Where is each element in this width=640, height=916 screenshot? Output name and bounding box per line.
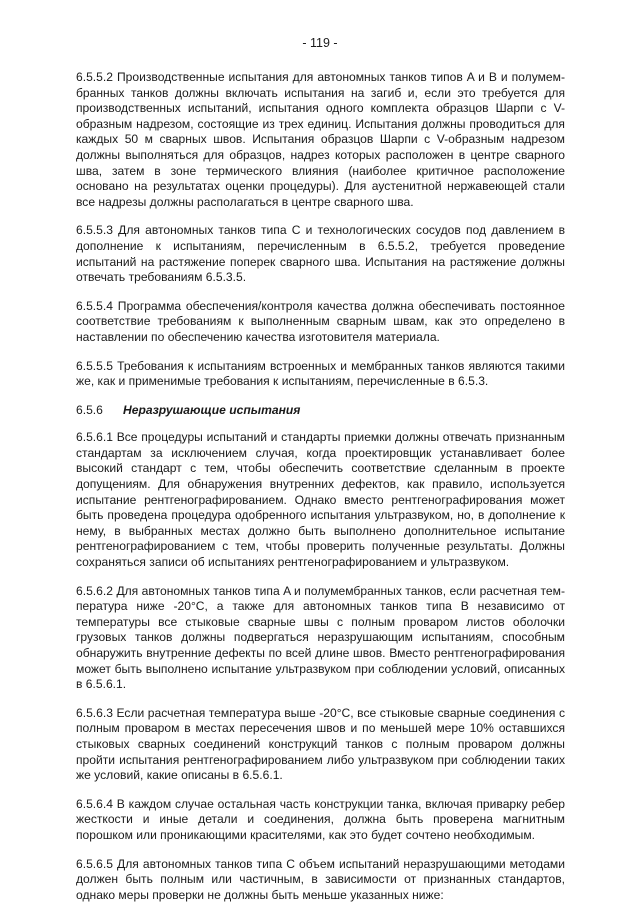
paragraph-6-5-6-2: 6.5.6.2 Для автономных танков типа A и полумембранных танков, если расчетная температура ниже -20°C, а также для автономных танков типа B независимо от температуры все стыковые сварные швы с полным проваром листов оболочки грузовых танков должны подвергаться неразрушающим испытаниям, способным обнаружить внутренние дефекты по всей длине швов. Вместо рентгенографирования может быть выполнено испытание ультразвуком при соблюдении условий, описанных в 6.5.6.1.: [76, 583, 565, 692]
paragraph-6-5-6-4: 6.5.6.4 В каждом случае остальная часть конструкции танка, включая приварку ребер жесткости и иные детали и соединения, должна быть проверена магнитным порошком или проникающими красителями, как это будет сочтено необходимым.: [76, 796, 565, 842]
paragraph-6-5-5-4: 6.5.5.4 Программа обеспечения/контроля качества должна обеспечивать постоянное соответствие требованиям к выполненным сварным швам, как это определено в наставлении по обеспечению качества изготовителя материала.: [76, 298, 565, 344]
section-heading: [76, 403, 565, 419]
section-number: 6.5.6: [76, 402, 103, 417]
paragraph-6-5-6-3: 6.5.6.3 Если расчетная температура выше -20°C, все стыковые сварные соединения с полным проваром в местах пересечения швов и по меньшей мере 10% оставшихся стыковых сварных соединений конструкций танков с полным проваром должны пройти испытания рентгенографированием либо ультразвуком при соблюдении таких же условий, какие описаны в 6.5.6.1.: [76, 705, 565, 783]
page-number: - 119 -: [302, 36, 338, 50]
paragraph-6-5-6-1: 6.5.6.1 Все процедуры испытаний и стандарты приемки должны отвечать признанным стандартам за исключением случая, когда проектировщик устанавливает более высокий стандарт с тем, чтобы обеспечить соответствие сделанным в проекте допущениям. Для обнаружения внутренних дефектов, как правило, используется испытание рентгенографированием. Однако вместо рентгенографирования может быть проведена процедура одобренного испытания ультразвуком, но, в дополнение к нему, в выбранных местах должно быть выполнено дополнительное испытание рентгенографированием с тем, чтобы проверить полученные результаты. Должны сохраняться записи об испытаниях рентгенографированием и ультразвуком.: [76, 430, 565, 570]
paragraph-6-5-5-2: 6.5.5.2 Производственные испытания для автономных танков типов A и B и полумембранных танков должны включать испытания на загиб и, если это требуется для производственных испытаний, испытания одного комплекта образцов Шарпи с V-образным надрезом, состоящие из трех единиц. Испытания должны проводиться для каждых 50 м сварных швов. Испытания образцов Шарпи с V-образным надрезом должны выполняться для образцов, надрез которых расположен в центре сварного шва, затем в зоне термического влияния (наиболее критичное расположение основано на результатах оценки процедуры). Для аустенитной нержавеющей стали все надрезы должны располагаться в центре сварного шва.: [76, 70, 565, 209]
paragraph-6-5-6-5: 6.5.6.5 Для автономных танков типа С объем испытаний неразрушающими методами должен быть полным или частичным, в зависимости от признанных стандартов, однако меры проверки не должны быть меньше указанных ниже:: [76, 856, 565, 902]
paragraph-6-5-5-5: 6.5.5.5 Требования к испытаниям встроенных и мембранных танков являются такими же, как и применимые требования к испытаниям, перечисленные в 6.5.3.: [76, 358, 565, 389]
page-content: [76, 70, 565, 916]
paragraph-6-5-5-3: 6.5.5.3 Для автономных танков типа С и технологических сосудов под давлением в дополнение к испытаниям, перечисленным в 6.5.5.2, требуется проведение испытаний на растяжение поперек сварного шва. Испытания на растяжение должны отвечать требованиям 6.5.3.5.: [76, 223, 565, 285]
section-title: Неразрушающие испытания: [123, 402, 301, 417]
